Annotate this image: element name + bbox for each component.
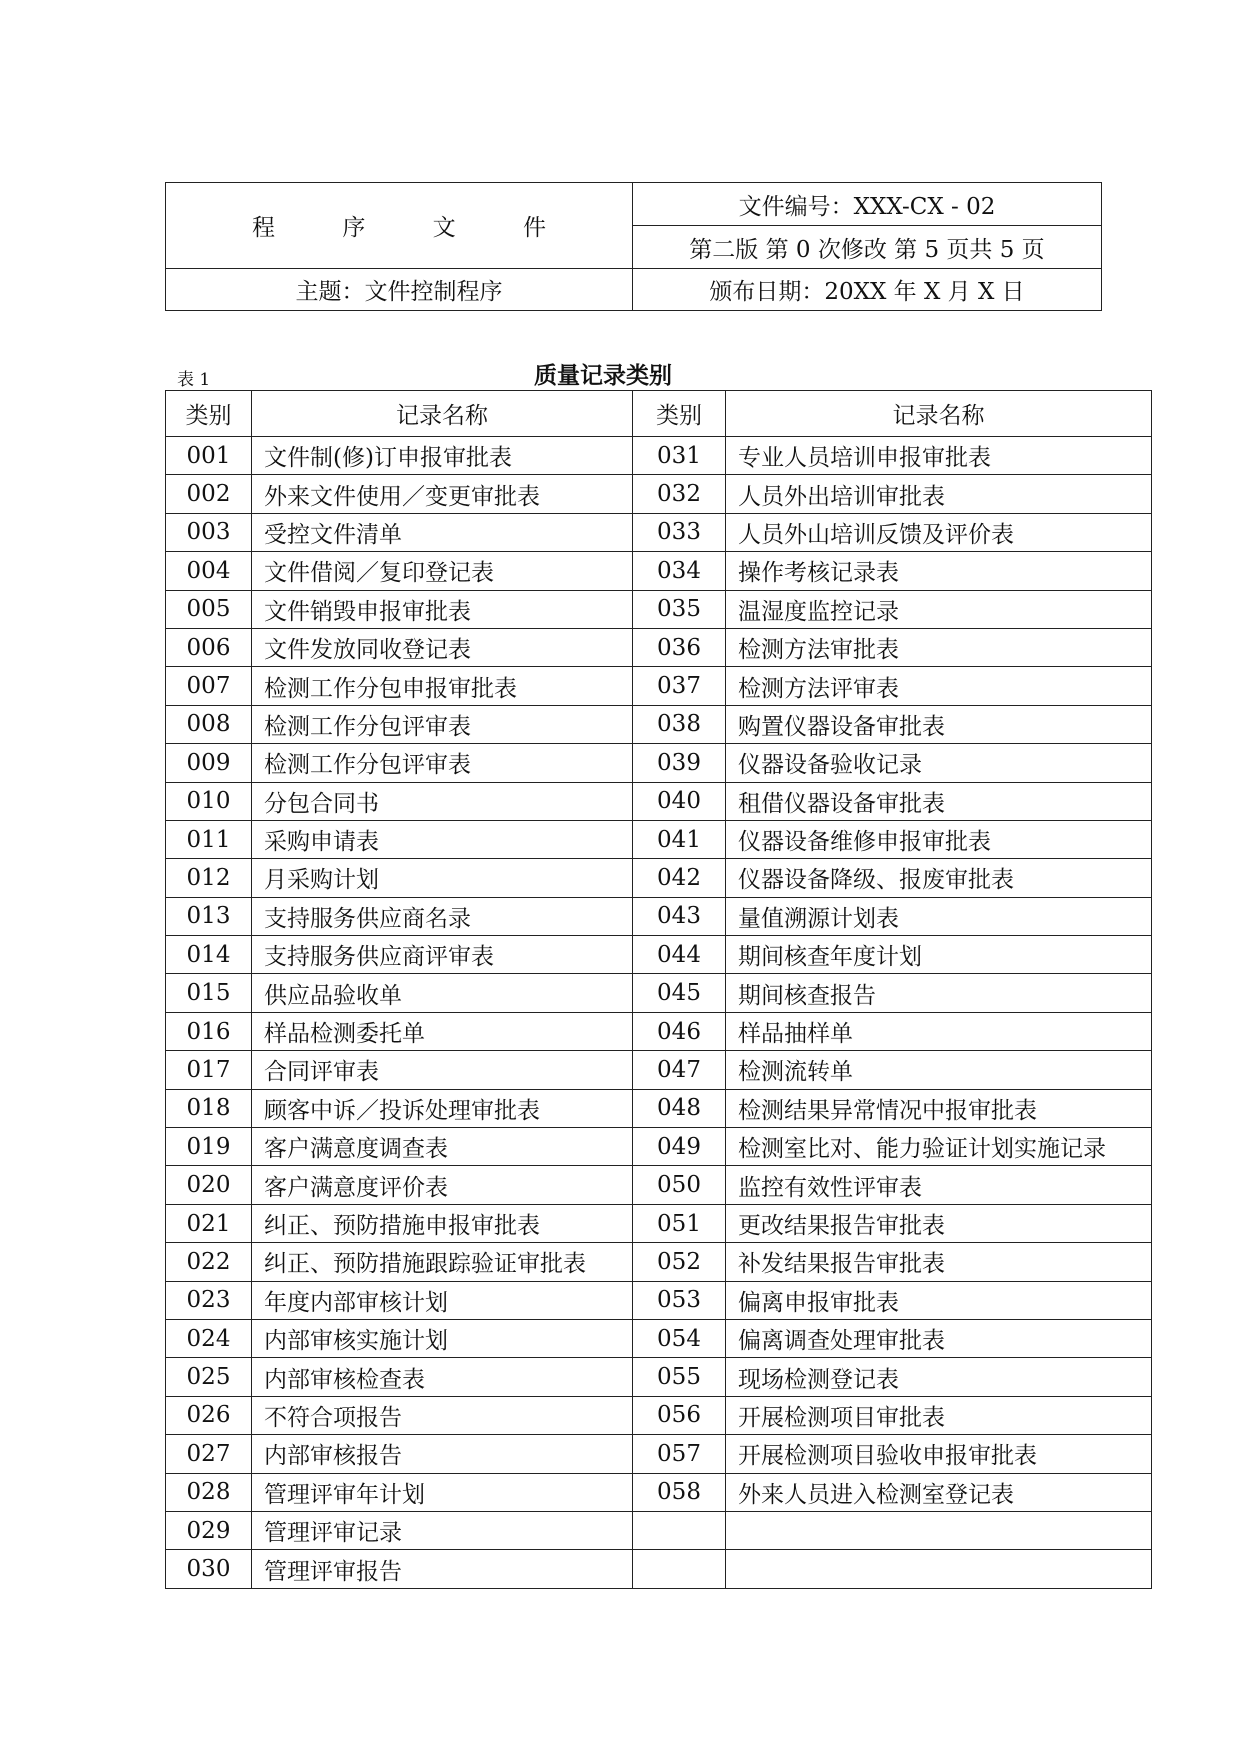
record-name: 文件发放同收登记表 bbox=[252, 628, 633, 666]
record-category-code: 023 bbox=[166, 1281, 252, 1319]
record-name: 样品检测委托单 bbox=[252, 1012, 633, 1050]
record-category-code bbox=[633, 1511, 726, 1549]
column-header-record-name: 记录名称 bbox=[252, 391, 633, 437]
record-name bbox=[726, 1511, 1152, 1549]
record-name: 开展检测项目审批表 bbox=[726, 1396, 1152, 1434]
record-name: 检测工作分包申报审批表 bbox=[252, 667, 633, 705]
record-category-code: 006 bbox=[166, 628, 252, 666]
record-name bbox=[726, 1550, 1152, 1588]
record-name: 操作考核记录表 bbox=[726, 552, 1152, 590]
record-name: 纠正、预防措施申报审批表 bbox=[252, 1204, 633, 1242]
record-name: 购置仪器设备审批表 bbox=[726, 705, 1152, 743]
record-name: 管理评审年计划 bbox=[252, 1473, 633, 1511]
record-name: 偏离申报审批表 bbox=[726, 1281, 1152, 1319]
record-name: 内部审核检查表 bbox=[252, 1358, 633, 1396]
record-category-code: 022 bbox=[166, 1243, 252, 1281]
revision-info: 第二版 第 0 次修改 第 5 页共 5 页 bbox=[633, 226, 1102, 269]
table-row bbox=[166, 897, 1152, 935]
record-category-code: 004 bbox=[166, 552, 252, 590]
table-row bbox=[166, 1358, 1152, 1396]
record-name: 文件销毁申报审批表 bbox=[252, 590, 633, 628]
record-category-code: 021 bbox=[166, 1204, 252, 1242]
record-name: 检测工作分包评审表 bbox=[252, 705, 633, 743]
record-name: 客户满意度评价表 bbox=[252, 1166, 633, 1204]
record-category-code: 014 bbox=[166, 936, 252, 974]
table-row bbox=[166, 744, 1152, 782]
table-row bbox=[166, 667, 1152, 705]
record-category-code: 034 bbox=[633, 552, 726, 590]
record-name: 检测工作分包评审表 bbox=[252, 744, 633, 782]
record-name: 不符合项报告 bbox=[252, 1396, 633, 1434]
record-category-code: 015 bbox=[166, 974, 252, 1012]
record-name: 合同评审表 bbox=[252, 1051, 633, 1089]
table-row bbox=[166, 782, 1152, 820]
record-name: 受控文件清单 bbox=[252, 513, 633, 551]
record-category-code: 024 bbox=[166, 1319, 252, 1357]
record-name: 内部审核报告 bbox=[252, 1435, 633, 1473]
table-row bbox=[166, 1281, 1152, 1319]
record-category-code: 002 bbox=[166, 475, 252, 513]
record-name: 管理评审报告 bbox=[252, 1550, 633, 1588]
record-category-code: 025 bbox=[166, 1358, 252, 1396]
records-table-body bbox=[166, 391, 1152, 1589]
document-subject: 主题：文件控制程序 bbox=[166, 269, 633, 311]
record-name: 租借仪器设备审批表 bbox=[726, 782, 1152, 820]
record-name: 内部审核实施计划 bbox=[252, 1319, 633, 1357]
record-name: 人员外出培训审批表 bbox=[726, 475, 1152, 513]
record-name: 纠正、预防措施跟踪验证审批表 bbox=[252, 1243, 633, 1281]
record-name: 量值溯源计划表 bbox=[726, 897, 1152, 935]
record-category-code: 058 bbox=[633, 1473, 726, 1511]
table-header-row bbox=[166, 391, 1152, 437]
record-category-code: 012 bbox=[166, 859, 252, 897]
record-name: 仪器设备验收记录 bbox=[726, 744, 1152, 782]
record-category-code: 019 bbox=[166, 1128, 252, 1166]
record-name: 开展检测项目验收申报审批表 bbox=[726, 1435, 1152, 1473]
record-name: 仪器设备降级、报废审批表 bbox=[726, 859, 1152, 897]
record-name: 支持服务供应商评审表 bbox=[252, 936, 633, 974]
record-category-code: 009 bbox=[166, 744, 252, 782]
record-category-code: 047 bbox=[633, 1051, 726, 1089]
table-row bbox=[166, 1204, 1152, 1242]
table-label: 表 1 bbox=[177, 370, 211, 390]
table-caption bbox=[165, 355, 1151, 389]
table-row bbox=[166, 705, 1152, 743]
document-type: 程 序 文 件 bbox=[166, 183, 633, 269]
record-name: 外来文件使用／变更审批表 bbox=[252, 475, 633, 513]
record-category-code: 050 bbox=[633, 1166, 726, 1204]
record-name: 检测方法评审表 bbox=[726, 667, 1152, 705]
record-name: 客户满意度调查表 bbox=[252, 1128, 633, 1166]
table-row bbox=[166, 475, 1152, 513]
record-name: 期间核查年度计划 bbox=[726, 936, 1152, 974]
table-row bbox=[166, 1243, 1152, 1281]
table-row bbox=[166, 859, 1152, 897]
table-row bbox=[166, 437, 1152, 475]
record-category-code: 027 bbox=[166, 1435, 252, 1473]
table-title: 质量记录类别 bbox=[534, 362, 672, 389]
records-table bbox=[165, 390, 1152, 1589]
record-category-code: 005 bbox=[166, 590, 252, 628]
record-category-code: 018 bbox=[166, 1089, 252, 1127]
record-name: 年度内部审核计划 bbox=[252, 1281, 633, 1319]
column-header-category: 类别 bbox=[166, 391, 252, 437]
record-category-code: 055 bbox=[633, 1358, 726, 1396]
table-row bbox=[166, 513, 1152, 551]
table-row bbox=[166, 1166, 1152, 1204]
record-name: 检测流转单 bbox=[726, 1051, 1152, 1089]
table-row bbox=[166, 1511, 1152, 1549]
table-row bbox=[166, 552, 1152, 590]
record-name: 文件制(修)订申报审批表 bbox=[252, 437, 633, 475]
table-row bbox=[166, 1051, 1152, 1089]
record-category-code: 049 bbox=[633, 1128, 726, 1166]
record-category-code: 026 bbox=[166, 1396, 252, 1434]
record-name: 月采购计划 bbox=[252, 859, 633, 897]
record-name: 外来人员进入检测室登记表 bbox=[726, 1473, 1152, 1511]
record-category-code: 044 bbox=[633, 936, 726, 974]
record-name: 供应品验收单 bbox=[252, 974, 633, 1012]
record-category-code: 054 bbox=[633, 1319, 726, 1357]
record-category-code: 017 bbox=[166, 1051, 252, 1089]
issue-date: 颁布日期：20XX 年 X 月 X 日 bbox=[633, 269, 1102, 311]
record-category-code: 040 bbox=[633, 782, 726, 820]
record-name: 温湿度监控记录 bbox=[726, 590, 1152, 628]
record-category-code: 016 bbox=[166, 1012, 252, 1050]
table-row bbox=[166, 974, 1152, 1012]
table-row bbox=[166, 1435, 1152, 1473]
record-category-code: 051 bbox=[633, 1204, 726, 1242]
table-row bbox=[166, 1128, 1152, 1166]
record-name: 分包合同书 bbox=[252, 782, 633, 820]
record-category-code: 011 bbox=[166, 820, 252, 858]
record-category-code: 052 bbox=[633, 1243, 726, 1281]
table-row bbox=[166, 1089, 1152, 1127]
record-category-code: 035 bbox=[633, 590, 726, 628]
record-category-code: 048 bbox=[633, 1089, 726, 1127]
record-name: 检测方法审批表 bbox=[726, 628, 1152, 666]
table-row bbox=[166, 1396, 1152, 1434]
record-category-code: 031 bbox=[633, 437, 726, 475]
record-name: 检测结果异常情况中报审批表 bbox=[726, 1089, 1152, 1127]
record-category-code: 010 bbox=[166, 782, 252, 820]
document-header bbox=[165, 182, 1102, 311]
record-name: 支持服务供应商名录 bbox=[252, 897, 633, 935]
table-row bbox=[166, 936, 1152, 974]
record-category-code: 046 bbox=[633, 1012, 726, 1050]
record-category-code: 003 bbox=[166, 513, 252, 551]
table-row bbox=[166, 1012, 1152, 1050]
record-category-code: 032 bbox=[633, 475, 726, 513]
table-row bbox=[166, 1550, 1152, 1588]
record-name: 仪器设备维修申报审批表 bbox=[726, 820, 1152, 858]
record-category-code bbox=[633, 1550, 726, 1588]
record-category-code: 033 bbox=[633, 513, 726, 551]
record-category-code: 045 bbox=[633, 974, 726, 1012]
record-category-code: 039 bbox=[633, 744, 726, 782]
table-row bbox=[166, 820, 1152, 858]
table-row bbox=[166, 1319, 1152, 1357]
record-category-code: 038 bbox=[633, 705, 726, 743]
record-category-code: 030 bbox=[166, 1550, 252, 1588]
record-category-code: 041 bbox=[633, 820, 726, 858]
record-category-code: 036 bbox=[633, 628, 726, 666]
record-category-code: 057 bbox=[633, 1435, 726, 1473]
record-name: 顾客中诉／投诉处理审批表 bbox=[252, 1089, 633, 1127]
record-name: 补发结果报告审批表 bbox=[726, 1243, 1152, 1281]
record-name: 样品抽样单 bbox=[726, 1012, 1152, 1050]
document-number: 文件编号：XXX-CX - 02 bbox=[633, 183, 1102, 226]
record-category-code: 001 bbox=[166, 437, 252, 475]
record-name: 文件借阅／复印登记表 bbox=[252, 552, 633, 590]
record-name: 现场检测登记表 bbox=[726, 1358, 1152, 1396]
table-row bbox=[166, 628, 1152, 666]
record-name: 采购申请表 bbox=[252, 820, 633, 858]
record-category-code: 028 bbox=[166, 1473, 252, 1511]
table-row bbox=[166, 590, 1152, 628]
record-category-code: 007 bbox=[166, 667, 252, 705]
record-name: 人员外山培训反馈及评价表 bbox=[726, 513, 1152, 551]
record-category-code: 029 bbox=[166, 1511, 252, 1549]
record-name: 偏离调查处理审批表 bbox=[726, 1319, 1152, 1357]
record-name: 监控有效性评审表 bbox=[726, 1166, 1152, 1204]
record-category-code: 037 bbox=[633, 667, 726, 705]
record-category-code: 008 bbox=[166, 705, 252, 743]
record-name: 期间核查报告 bbox=[726, 974, 1152, 1012]
record-category-code: 020 bbox=[166, 1166, 252, 1204]
record-name: 更改结果报告审批表 bbox=[726, 1204, 1152, 1242]
table-row bbox=[166, 1473, 1152, 1511]
record-category-code: 053 bbox=[633, 1281, 726, 1319]
record-category-code: 056 bbox=[633, 1396, 726, 1434]
record-name: 专业人员培训申报审批表 bbox=[726, 437, 1152, 475]
record-name: 管理评审记录 bbox=[252, 1511, 633, 1549]
record-category-code: 043 bbox=[633, 897, 726, 935]
record-category-code: 013 bbox=[166, 897, 252, 935]
column-header-record-name: 记录名称 bbox=[726, 391, 1152, 437]
record-name: 检测室比对、能力验证计划实施记录 bbox=[726, 1128, 1152, 1166]
column-header-category: 类别 bbox=[633, 391, 726, 437]
record-category-code: 042 bbox=[633, 859, 726, 897]
